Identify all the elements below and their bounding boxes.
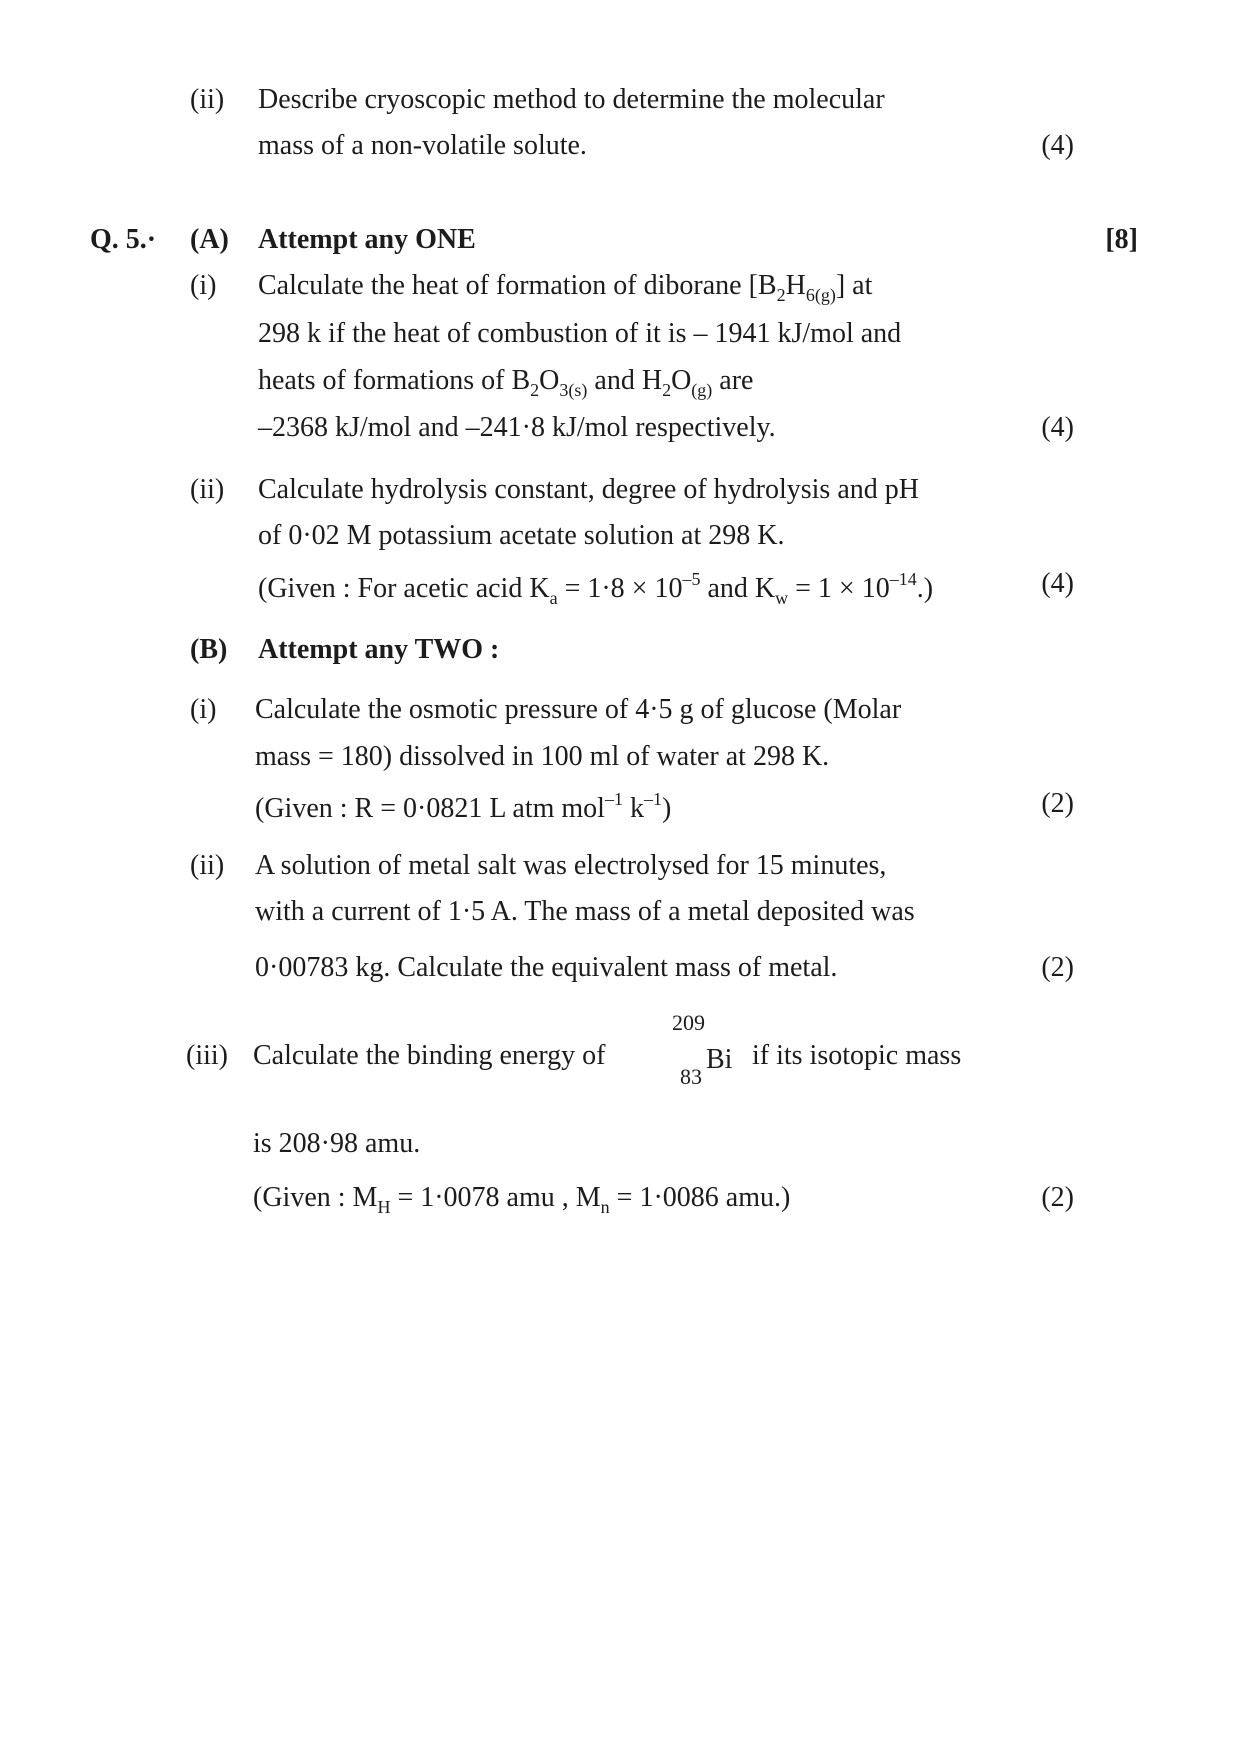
question-text: A solution of metal salt was electrolysed for 15 minutes, (255, 850, 887, 881)
question-text: (Given : For acetic acid $K_a = 1\cdot 8 \times 10^{-5}$ and $K_w = 1 \times 10^{-14}$.) (258, 569, 934, 608)
question-text: Calculate the osmotic pressure of 4·5 g of glucose (Molar (255, 694, 902, 725)
item-number: (ii) (190, 474, 225, 505)
item-number: (iii) (186, 1040, 228, 1071)
mass-number: 209 (672, 1010, 705, 1035)
question-text: mass of a non-volatile solute. (258, 130, 587, 161)
question-text: is 208·98 amu. (253, 1128, 421, 1159)
question-text: Describe cryoscopic method to determine the molecular (258, 84, 885, 115)
question-number: Q. 5.· (90, 224, 157, 255)
total-marks: [8] (1105, 224, 1138, 255)
marks: (4) (1041, 130, 1074, 161)
marks: (4) (1041, 412, 1074, 443)
element-symbol: Bi (706, 1044, 733, 1075)
question-text: with a current of 1·5 A. The mass of a metal deposited was (255, 896, 915, 927)
question-text: of 0·02 M potassium acetate solution at 298 K. (258, 520, 785, 551)
question-text: mass = 180) dissolved in 100 ml of water at 298 K. (255, 741, 830, 772)
question-text: 298 k if the heat of combustion of it is – 1941 kJ/mol and (258, 318, 902, 349)
section-label: (B) (190, 634, 228, 665)
marks: (2) (1041, 1182, 1074, 1213)
item-number: (i) (190, 270, 217, 301)
question-text: Calculate the heat of formation of diborane $[B_2H_{6(g)}]$ at (258, 270, 873, 305)
question-text: –2368 kJ/mol and –241·8 kJ/mol respectively. (258, 412, 776, 443)
question-text: if its isotopic mass (752, 1040, 962, 1071)
question-text: heats of formations of $B_2O_{3(s)}$ and $H_2O_{(g)}$ are (258, 365, 754, 400)
marks: (2) (1041, 952, 1074, 983)
item-number: (i) (190, 694, 217, 725)
question-text: (Given : $M_H = 1\cdot 0078$ amu , $M_n = 1\cdot 0086$ amu.) (253, 1182, 791, 1217)
item-number: (ii) (190, 84, 225, 115)
marks: (2) (1041, 788, 1074, 819)
question-text: 0·00783 kg. Calculate the equivalent mass of metal. (255, 952, 838, 983)
section-heading: Attempt any TWO : (258, 634, 500, 665)
question-text: Calculate hydrolysis constant, degree of hydrolysis and pH (258, 474, 919, 505)
marks: (4) (1041, 568, 1074, 599)
section-label: (A) (190, 224, 229, 255)
item-number: (ii) (190, 850, 225, 881)
question-text: (Given : R = 0·0821 L atm mol$^{-1}$ $k^{-1}$) (255, 789, 672, 824)
section-heading: Attempt any ONE (258, 224, 476, 255)
atomic-number: 83 (680, 1064, 702, 1089)
question-text: Calculate the binding energy of (253, 1040, 606, 1071)
